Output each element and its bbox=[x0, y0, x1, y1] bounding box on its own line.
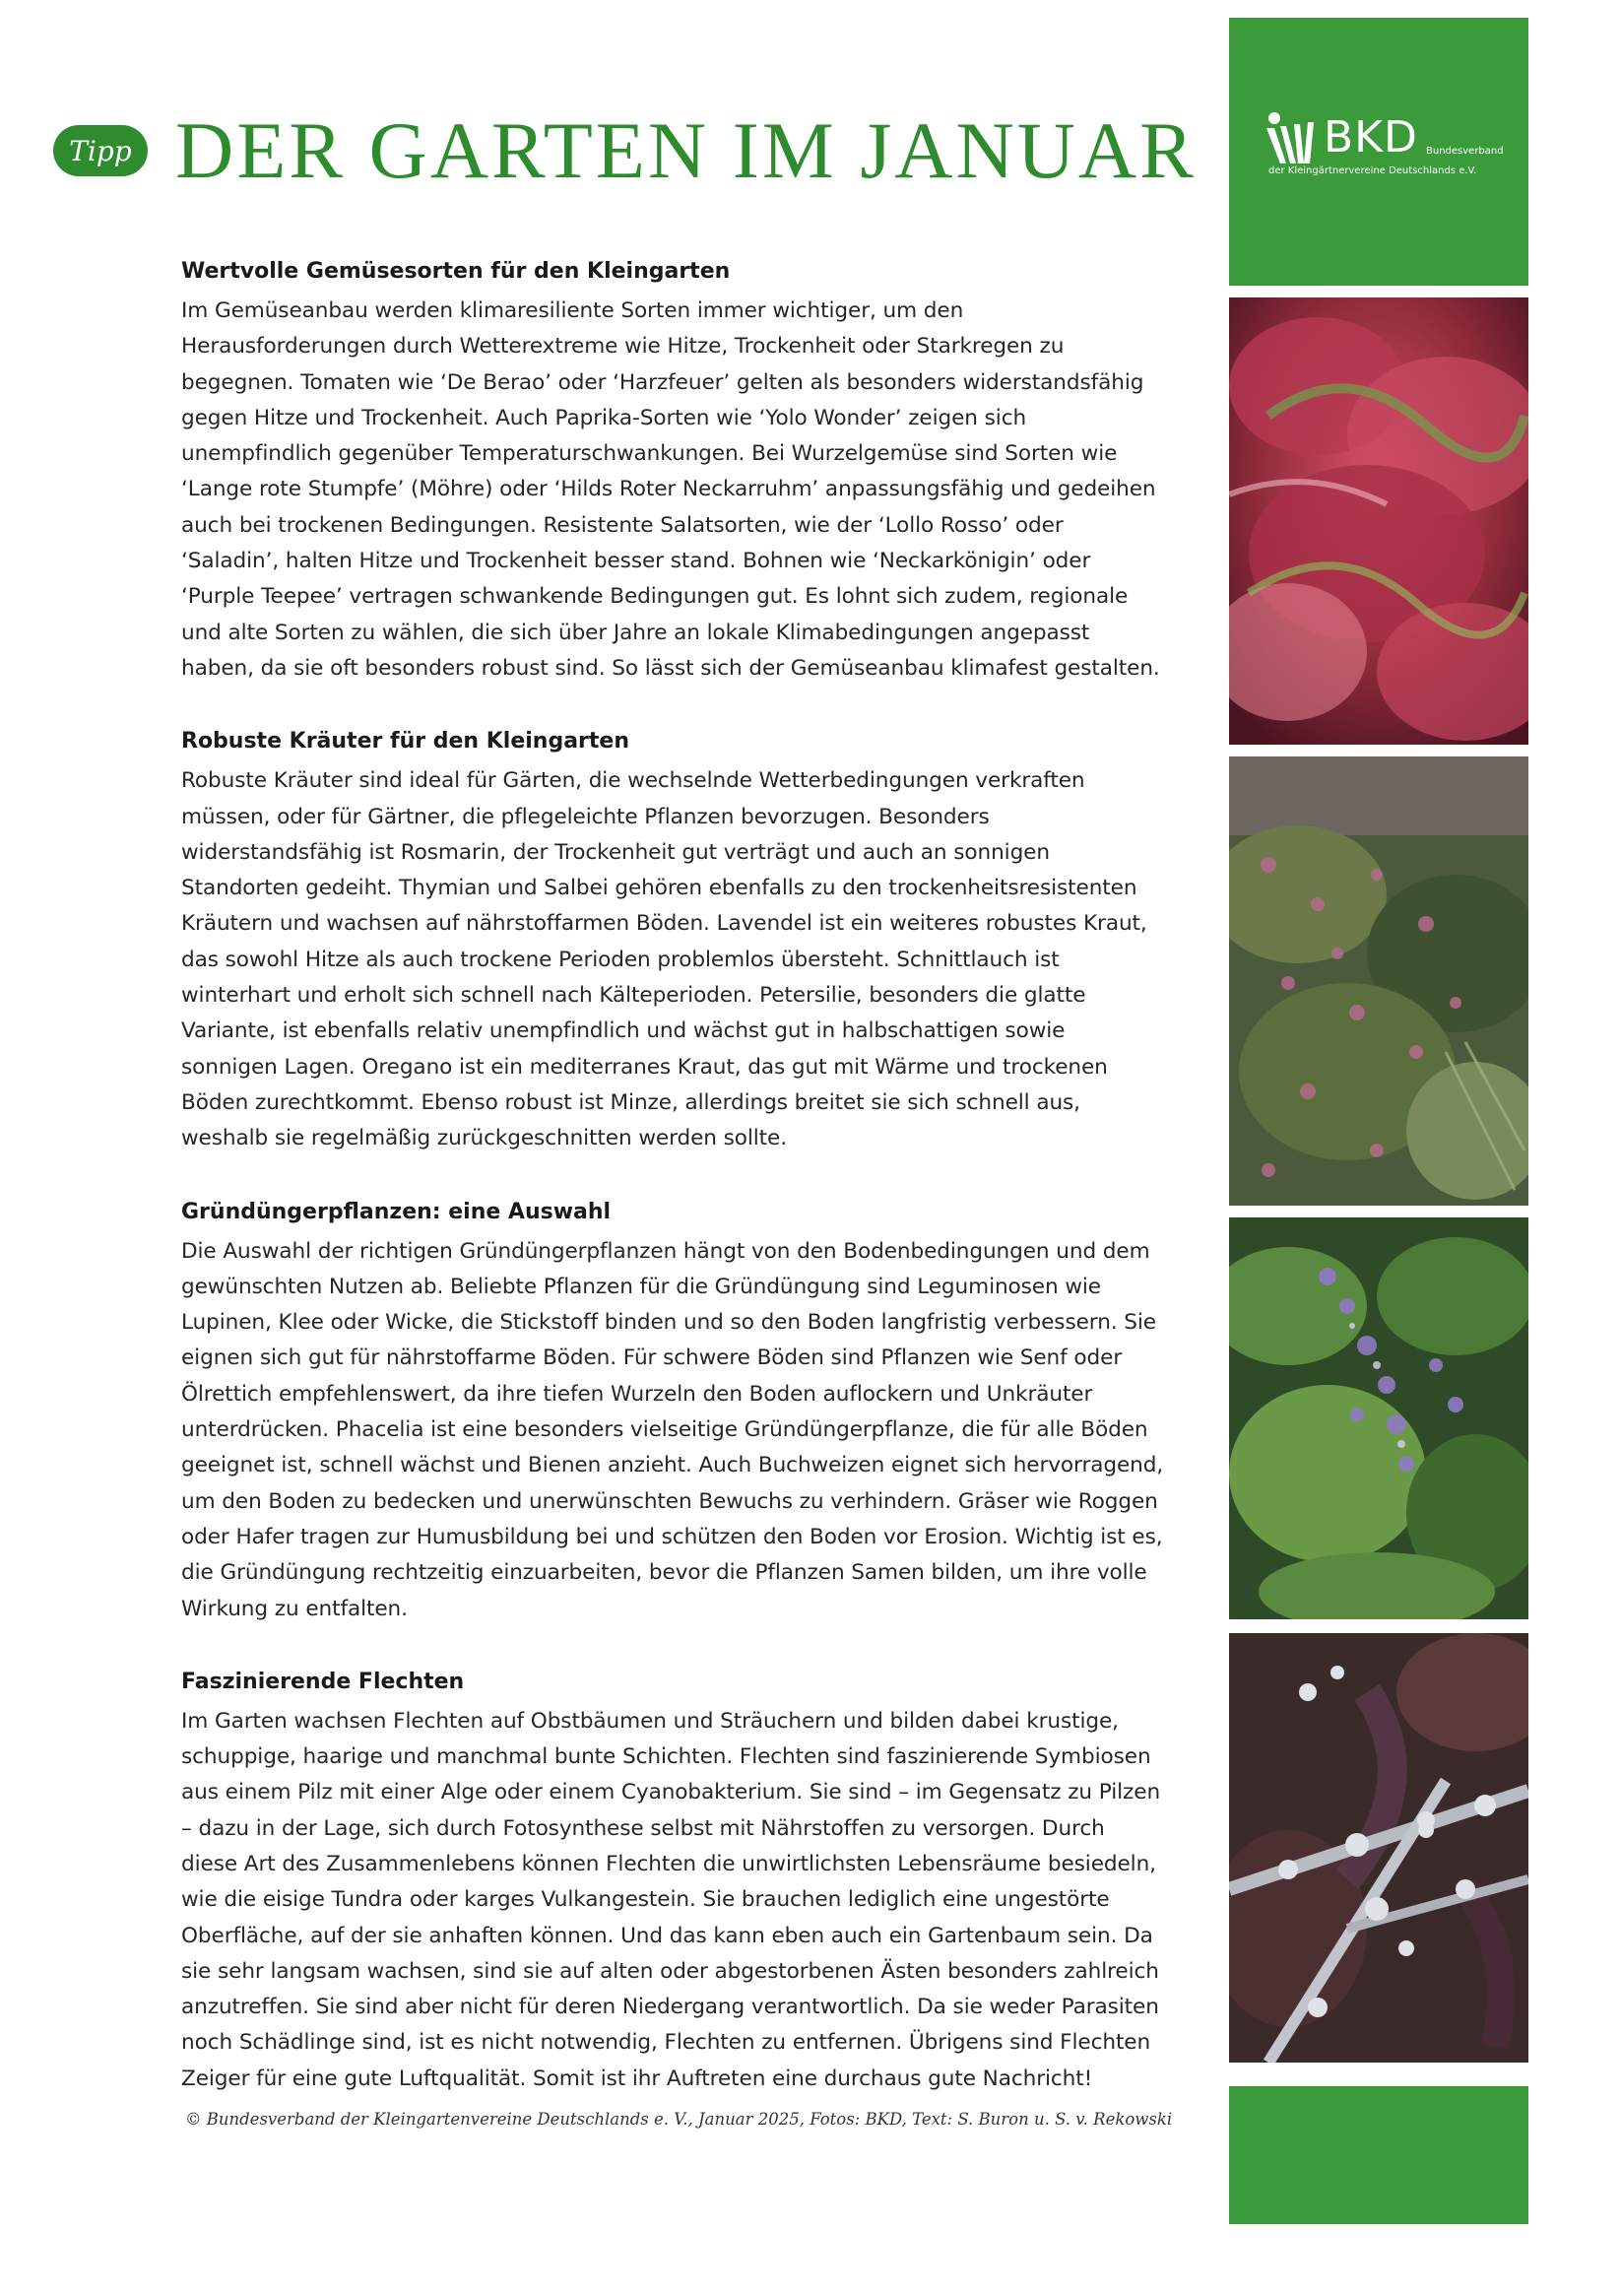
section-heading: Robuste Kräuter für den Kleingarten bbox=[181, 729, 629, 754]
section-gruenduenger bbox=[181, 1195, 1166, 1627]
logo-subtitle: der Kleingärtnervereine Deutschlands e.V. bbox=[1268, 165, 1477, 176]
section-gemuesesorten bbox=[181, 254, 1166, 687]
section-kraeuter bbox=[181, 724, 1166, 1156]
section-text: Im Gemüseanbau werden klimaresiliente Sorten immer wichtiger, um den Herausforderungen durch Wetterextreme wie Hitze, Trockenheit oder Starkregen zu begegnen. Tomaten wie ‘De Berao’ oder ‘Harzfeuer’ gelten als besonders widerstandsfähig gegen Hitze und Trockenheit. Auch Paprika-Sorten wie ‘Yolo Wonder’ zeigen sich unempfindlich gegenüber Temperaturschwankungen. Bei Wurzelgemüse sind Sorten wie ‘Lange rote Stumpfe’ (Möhre) oder ‘Hilds Roter Neckarruhm’ anpassungsfähig und gedeihen auch bei trockenen Bedingungen. Resistente Salatsorten, wie der ‘Lollo Rosso’ oder ‘Saladin’, halten Hitze und Trockenheit besser stand. Bohnen wie ‘Neckarkönigin’ oder ‘Purple Teepee’ vertragen schwankende Bedingungen gut. Es lohnt sich zudem, regionale und alte Sorten zu wählen, die sich über Jahre an lokale Klimabedingungen angepasst haben, da sie oft besonders robust sind. So lässt sich der Gemüseanbau klimafest gestalten. bbox=[181, 298, 1160, 681]
decorative-green-bar bbox=[1229, 2086, 1528, 2224]
bkd-logo-icon bbox=[1261, 108, 1324, 171]
section-flechten bbox=[181, 1665, 1166, 2097]
section-heading: Gründüngerpflanzen: eine Auswahl bbox=[181, 1199, 612, 1224]
section-text: Im Garten wachsen Flechten auf Obstbäumen und Sträuchern und bilden dabei krustige, schuppige, haarige und manchmal bunte Schichten. Flechten sind faszinierende Symbiosen aus einem Pilz mit einer Alge oder einem Cyanobakterium. Sie sind – im Gegensatz zu Pilzen – dazu in der Lage, sich durch Fotosynthese selbst mit Nährstoffen zu versorgen. Durch diese Art des Zusammenlebens können Flechten die unwirtlichsten Lebensräume besiedeln, wie die eisige Tundra oder karges Vulkangestein. Sie brauchen lediglich eine ungestörte Oberfläche, auf der sie anhaften können. Und das kann eben auch ein Gartenbaum sein. Da sie sehr langsam wachsen, sind sie auf alten oder abgestorbenen Ästen besonders zahlreich anzutreffen. Sie sind aber nicht für deren Niedergang verantwortlich. Da sie weder Parasiten noch Schädlinge sind, ist es nicht notwendig, Flechten zu entfernen. Übrigens sind Flechten Zeiger für eine gute Luftqualität. Somit ist ihr Auftreten eine durchaus gute Nachricht! bbox=[181, 1708, 1161, 2091]
page-title: DER GARTEN IM JANUAR bbox=[175, 105, 1197, 195]
section-text: Die Auswahl der richtigen Gründüngerpflanzen hängt von den Bodenbedingungen und dem gewünschten Nutzen ab. Beliebte Pflanzen für die Gründüngung sind Leguminosen wie Lupinen, Klee oder Wicke, die Stickstoff binden und so den Boden langfristig verbessern. Sie eignen sich gut für nährstoffarme Böden. Für schwere Böden sind Pflanzen wie Senf oder Ölrettich empfehlenswert, da ihre tiefen Wurzeln den Boden auflockern und Unkräuter unterdrücken. Phacelia ist eine besonders vielseitige Gründüngerpflanze, die für alle Böden geeignet ist, schnell wächst und Bienen anzieht. Auch Buchweizen eignet sich hervorragend, um den Boden zu bedecken und unerwünschten Bewuchs zu verhindern. Gräser wie Roggen oder Hafer tragen zur Humusbildung bei und schützen den Boden vor Erosion. Wichtig ist es, die Gründüngung rechtzeitig einzuarbeiten, bevor die Pflanzen Samen bilden, um ihre volle Wirkung zu entfalten. bbox=[181, 1238, 1164, 1621]
logo-text: BKD bbox=[1324, 112, 1418, 163]
photo-lichen bbox=[1229, 1633, 1528, 2063]
section-text: Robuste Kräuter sind ideal für Gärten, die wechselnde Wetterbedingungen verkraften müssen, oder für Gärtner, die pflegeleichte Pflanzen bevorzugen. Besonders widerstandsfähig ist Rosmarin, der Trockenheit gut verträgt und auch an sonnigen Standorten gedeiht. Thymian und Salbei gehören ebenfalls zu den trockenheitsresistenten Kräutern und wachsen auf nährstoffarmen Böden. Lavendel ist ein weiteres robustes Kraut, das sowohl Hitze als auch trockene Perioden problemlos übersteht. Schnittlauch ist winterhart und erholt sich schnell nach Kälteperioden. Petersilie, besonders die glatte Variante, ist ebenfalls relativ unempfindlich und wächst gut in halbschattigen sowie sonnigen Lagen. Oregano ist ein mediterranes Kraut, das gut mit Wärme und trockenen Böden zurechtkommt. Ebenso robust ist Minze, allerdings breitet sie sich schnell aus, weshalb sie regelmäßig zurückgeschnitten werden sollte. bbox=[181, 768, 1147, 1151]
photo-herbs bbox=[1229, 756, 1528, 1206]
logo-subtitle: Bundesverband bbox=[1426, 146, 1504, 157]
page-header bbox=[53, 106, 1197, 195]
photo-phacelia bbox=[1229, 1217, 1528, 1619]
footer-credits: © Bundesverband der Kleingartenvereine Deutschlands e. V., Januar 2025, Fotos: BKD, Text: S. Buron u. S. v. Rekowski bbox=[185, 2110, 1173, 2129]
bkd-logo bbox=[1229, 18, 1528, 286]
tipp-badge: Tipp bbox=[53, 125, 148, 176]
section-heading: Wertvolle Gemüsesorten für den Kleingarten bbox=[181, 259, 731, 284]
photo-lettuce bbox=[1229, 297, 1528, 745]
article-body bbox=[181, 254, 1166, 2134]
section-heading: Faszinierende Flechten bbox=[181, 1669, 465, 1694]
